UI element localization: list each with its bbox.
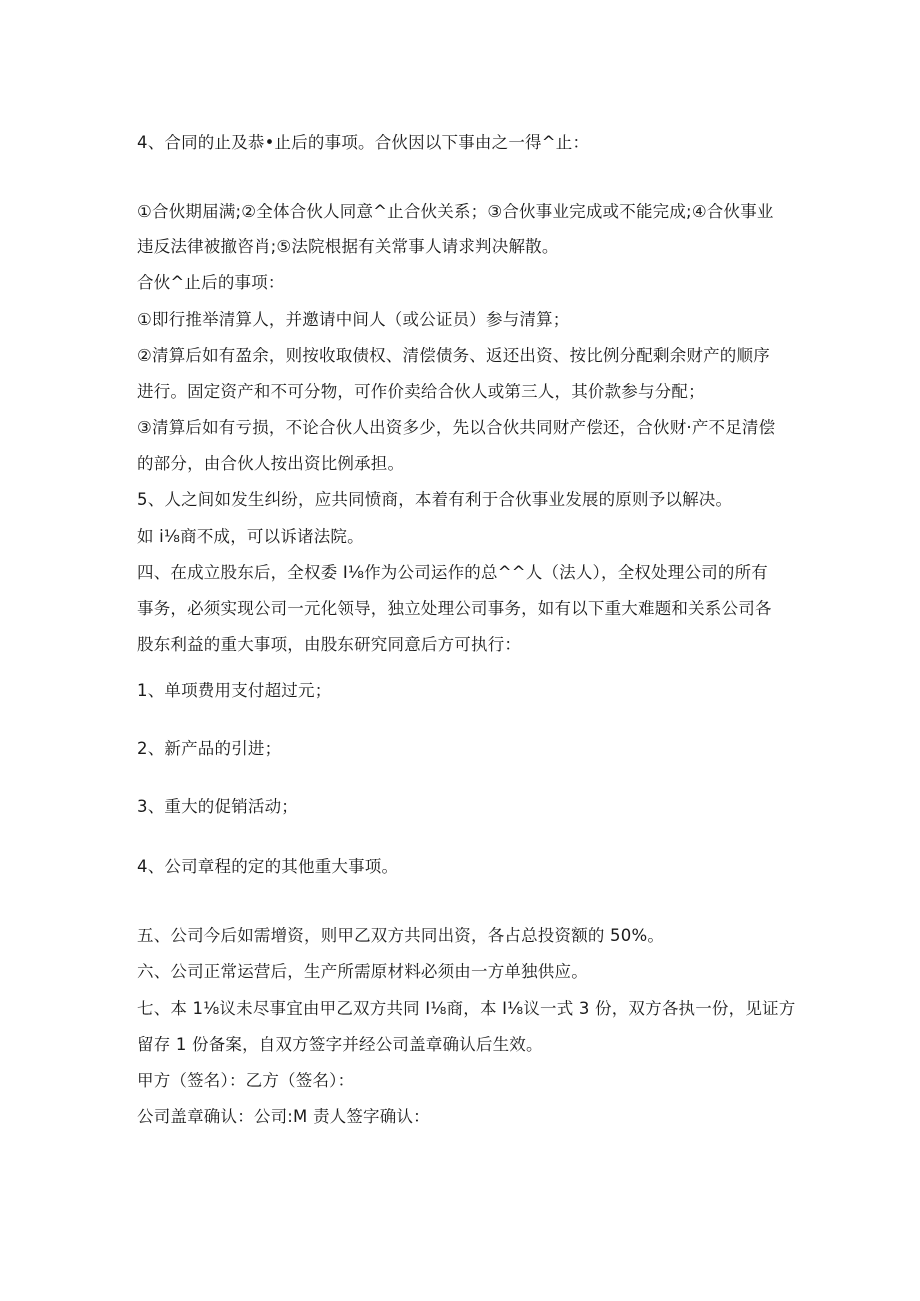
text-line: 1、单项费用支付超过元；: [137, 681, 332, 700]
text-line: 3、重大的促销活动；: [137, 797, 298, 816]
text-line: 甲方（签名）：乙方（签名）：: [137, 1071, 355, 1090]
text-line: 公司盖章确认：公司:M 责人签字确认：: [137, 1107, 430, 1126]
text-line: ③清算后如有亏损，不论合伙人出资多少，先以合伙共同财产偿还，合伙财·产不足清偿: [137, 418, 776, 437]
text-line: 股东利益的重大事项，由股东研究同意后方可执行：: [137, 635, 522, 654]
text-line: 5、人之间如发生纠纷，应共同愤商，本着有利于合伙事业发展的原则予以解决。: [137, 490, 733, 509]
text-line: 七、本 1⅛议未尽事宜由甲乙双方共同 I⅛商，本 I⅛议一式 3 份，双方各执一份，见证方: [137, 999, 796, 1018]
text-line: 如 i⅛商不成，可以诉诸法院。: [137, 527, 364, 546]
text-line: 四、在成立股东后，全权委 I⅛作为公司运作的总^^人（法人），全权处理公司的所有: [137, 563, 769, 582]
text-line: 的部分，由合伙人按出资比例承担。: [137, 454, 405, 473]
text-line: 违反法律被撤咨肖;⑤法院根据有关常事人请求判决解散。: [137, 237, 559, 256]
text-line: ①合伙期届满;②全体合伙人同意^止合伙关系；③合伙事业完成或不能完成;④合伙事业: [137, 202, 774, 221]
text-line: 留存 1 份备案，自双方签字并经公司盖章确认后生效。: [137, 1035, 543, 1054]
text-line: ①即行推举清算人，并邀请中间人（或公证员）参与清算；: [137, 310, 570, 329]
text-line: 2、新产品的引进；: [137, 739, 282, 758]
text-line: 4、公司章程的定的其他重大事项。: [137, 857, 399, 876]
text-line: 六、公司正常运营后，生产所需原材料必须由一方单独供应。: [137, 962, 588, 981]
text-line: 4、合同的止及恭•止后的事项。合伙因以下事由之一得^止：: [137, 133, 590, 152]
text-line: ②清算后如有盈余，则按收取债权、清偿债务、返还出资、按比例分配剩余财产的顺序: [137, 346, 770, 365]
text-line: 进行。固定资产和不可分物，可作价卖给合伙人或第三人，其价款参与分配；: [137, 382, 705, 401]
text-line: 事务，必须实现公司一元化领导，独立处理公司事务，如有以下重大难题和关系公司各: [137, 599, 772, 618]
text-line: 五、公司今后如需增资，则甲乙双方共同出资，各占总投资额的 50%。: [137, 926, 665, 945]
text-line: 合伙^止后的事项：: [137, 273, 285, 292]
